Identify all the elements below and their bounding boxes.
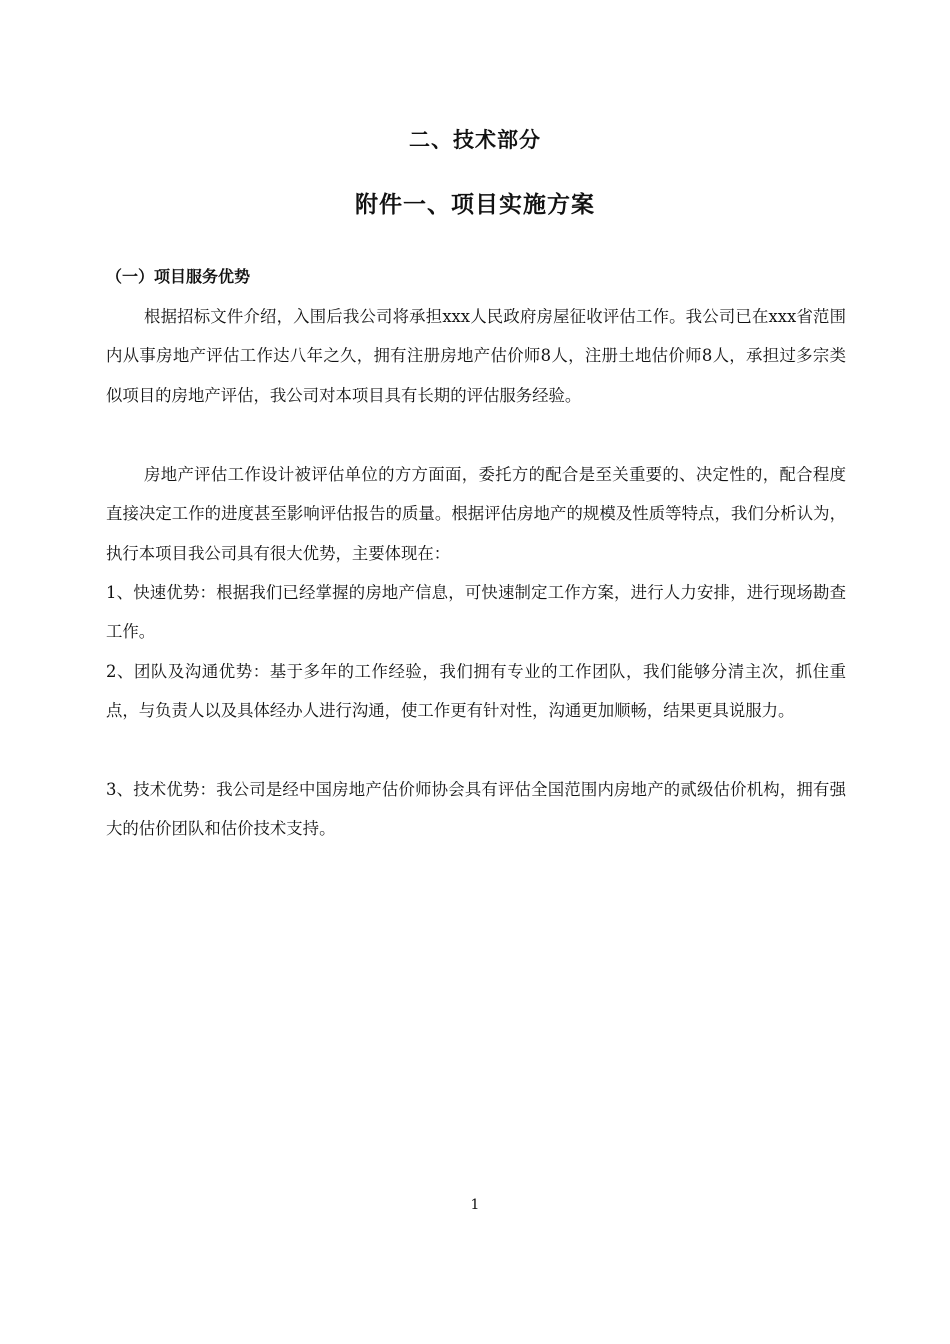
list-item-speed-advantage: 1、快速优势：根据我们已经掌握的房地产信息，可快速制定工作方案，进行人力安排，进行现场勘查工作。 xyxy=(106,583,846,642)
document-title: 附件一、项目实施方案 xyxy=(355,192,595,218)
list-item-tech-advantage: 3、技术优势：我公司是经中国房地产估价师协会具有评估全国范围内房地产的贰级估价机构，拥有强大的估价团队和估价技术支持。 xyxy=(106,780,846,839)
paragraph-intro: 根据招标文件介绍，入围后我公司将承担xxx人民政府房屋征收评估工作。我公司已在xxx省范围内从事房地产评估工作达八年之久，拥有注册房地产估价师8人，注册土地估价师8人，承担过多宗类似项目的房地产评估，我公司对本项目具有长期的评估服务经验。 xyxy=(106,307,846,405)
paragraph-analysis: 房地产评估工作设计被评估单位的方方面面，委托方的配合是至关重要的、决定性的，配合程度直接决定工作的进度甚至影响评估报告的质量。根据评估房地产的规模及性质等特点，我们分析认为，执行本项目我公司具有很大优势，主要体现在： xyxy=(106,465,846,563)
list-item-team-advantage: 2、团队及沟通优势：基于多年的工作经验，我们拥有专业的工作团队，我们能够分清主次，抓住重点，与负责人以及具体经办人进行沟通，使工作更有针对性，沟通更加顺畅，结果更具说服力。 xyxy=(106,662,846,721)
section-heading: 二、技术部分 xyxy=(409,128,541,152)
subsection-title: （一）项目服务优势 xyxy=(106,267,251,286)
page-number: 1 xyxy=(470,1197,480,1213)
